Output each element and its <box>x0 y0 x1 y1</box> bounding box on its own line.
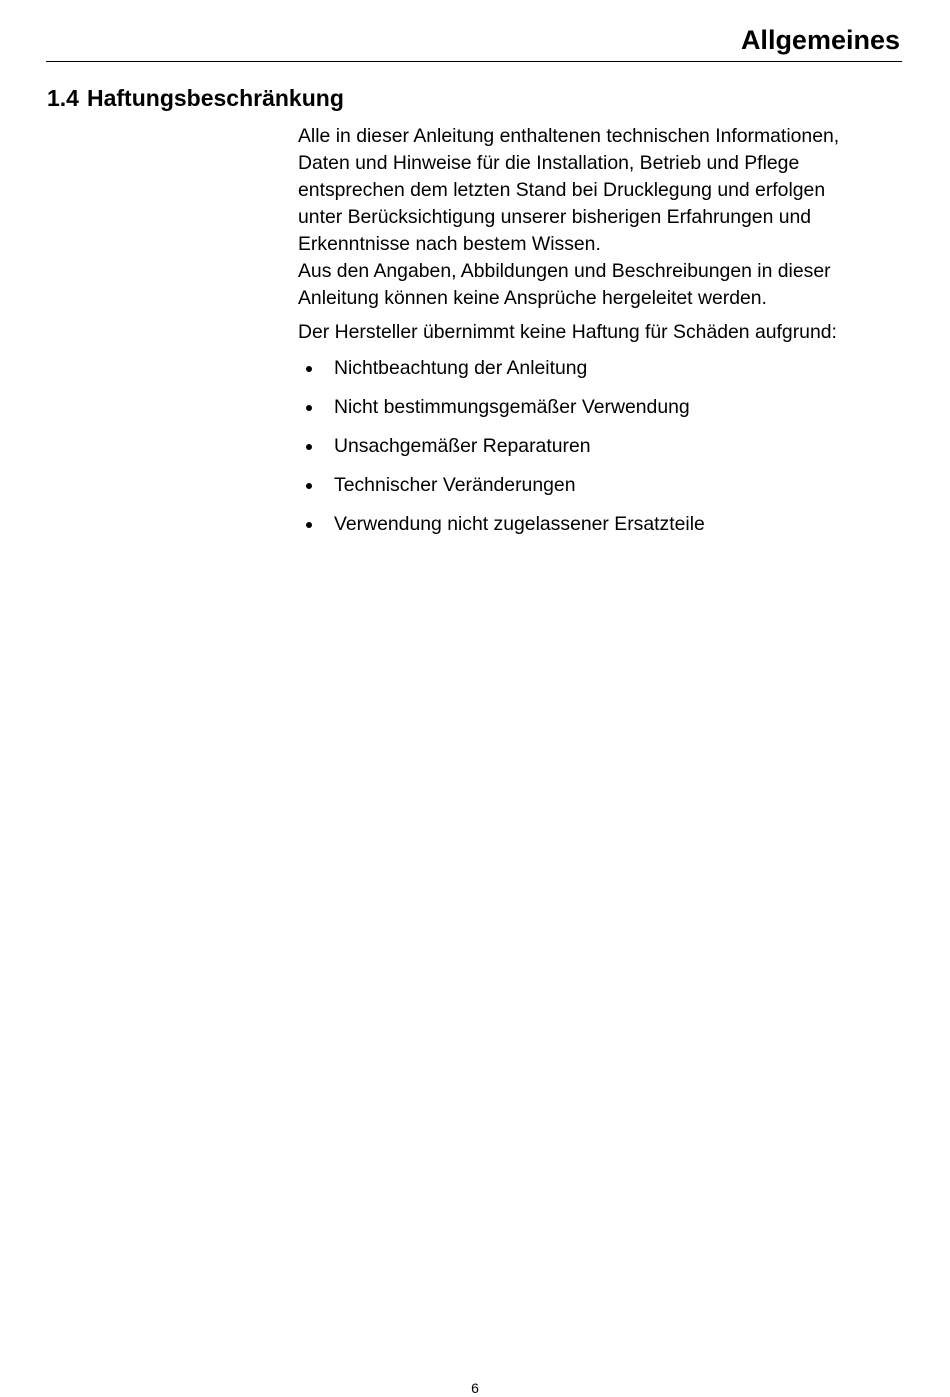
bullet-icon <box>306 366 312 372</box>
paragraph-line: Alle in dieser Anleitung enthaltenen technischen Informationen, <box>298 125 840 147</box>
list-item <box>298 355 908 394</box>
body-content <box>298 123 908 550</box>
paragraph-line: Erkenntnisse nach bestem Wissen. <box>298 233 601 255</box>
list-item-text: Nichtbeachtung der Anleitung <box>334 357 588 379</box>
bullet-icon <box>306 444 312 450</box>
bullet-icon <box>306 405 312 411</box>
paragraph-line: Daten und Hinweise für die Installation, Betrieb und Pflege <box>298 152 800 174</box>
paragraph-liability: Der Hersteller übernimmt keine Haftung für Schäden aufgrund: <box>298 321 837 343</box>
bullet-icon <box>306 483 312 489</box>
list-item-text: Technischer Veränderungen <box>334 474 576 496</box>
section-heading <box>47 83 344 113</box>
list-item-text: Verwendung nicht zugelassener Ersatzteile <box>334 513 705 535</box>
section-number: 1.4 <box>47 85 79 111</box>
list-item <box>298 394 908 433</box>
paragraph-intro <box>298 123 908 312</box>
page-number: 6 <box>471 1380 479 1396</box>
paragraph-line: unter Berücksichtigung unserer bisherigen Erfahrungen und <box>298 206 812 228</box>
list-item <box>298 472 908 511</box>
bullet-icon <box>306 522 312 528</box>
page-header <box>46 22 902 62</box>
header-title: Allgemeines <box>740 25 900 55</box>
paragraph-line: entsprechen dem letzten Stand bei Drucklegung und erfolgen <box>298 179 826 201</box>
section-title: Haftungsbeschränkung <box>87 85 344 111</box>
paragraph-line: Anleitung können keine Ansprüche hergeleitet werden. <box>298 287 767 309</box>
list-item <box>298 511 908 550</box>
liability-list <box>298 355 908 550</box>
list-item-text: Unsachgemäßer Reparaturen <box>334 435 591 457</box>
list-item <box>298 433 908 472</box>
paragraph-line: Aus den Angaben, Abbildungen und Beschreibungen in dieser <box>298 260 831 282</box>
list-item-text: Nicht bestimmungsgemäßer Verwendung <box>334 396 690 418</box>
